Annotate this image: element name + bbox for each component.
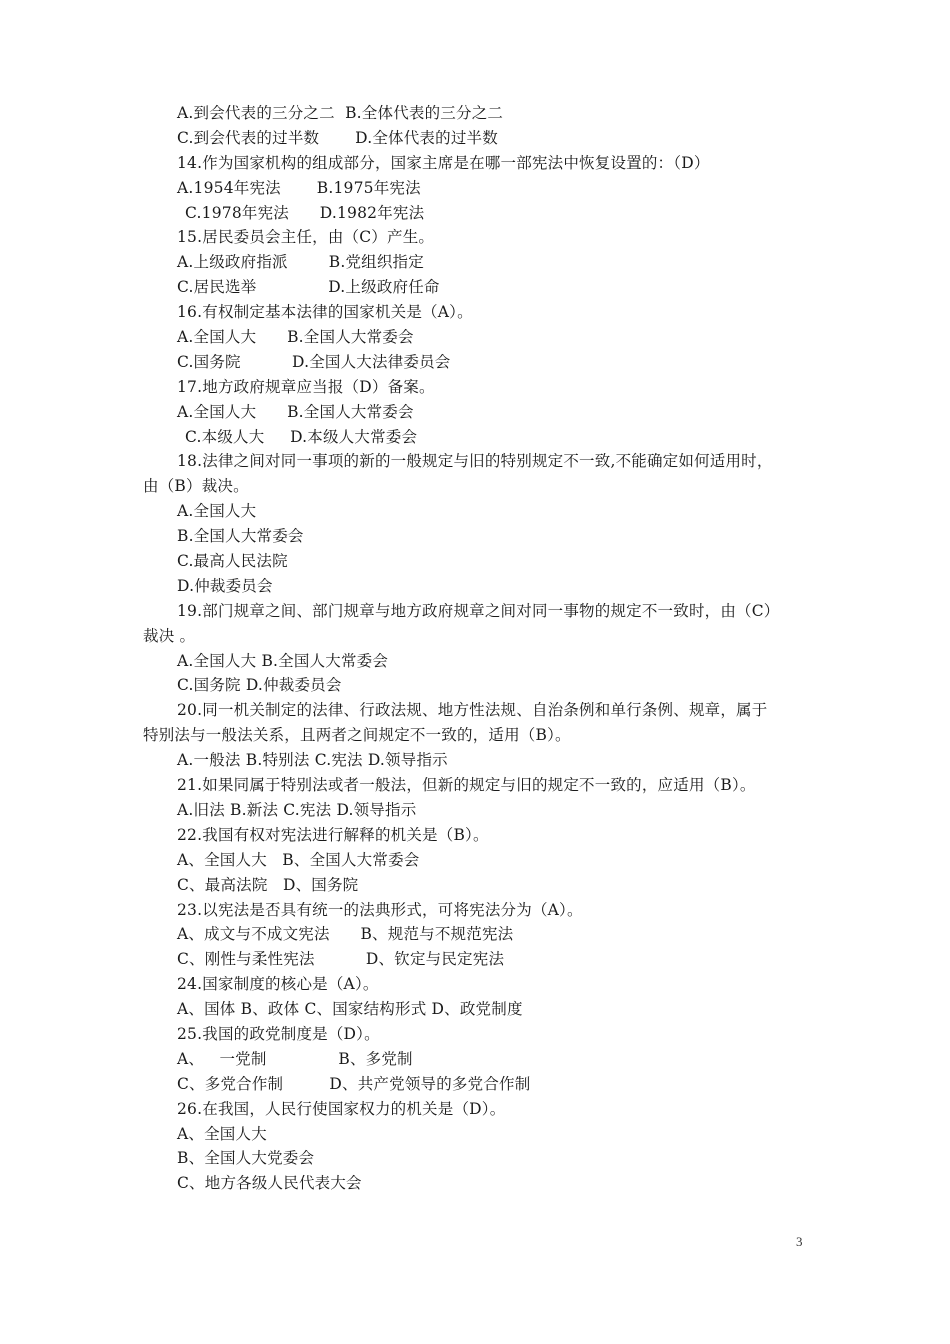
answer-options: A、成文与不成文宪法 B、规范与不规范宪法 <box>177 925 514 944</box>
question-list <box>143 101 813 1196</box>
question-text: 14.作为国家机构的组成部分，国家主席是在哪一部宪法中恢复设置的：（D） <box>177 153 710 172</box>
answer-options: C、刚性与柔性宪法 D、钦定与民定宪法 <box>177 950 505 969</box>
question-text: 19.部门规章之间、部门规章与地方政府规章之间对同一事物的规定不一致时，由（C） <box>177 601 780 620</box>
answer-options: A.全国人大 <box>177 502 257 521</box>
answer-options: C.国务院 D.全国人大法律委员会 <box>177 352 451 371</box>
answer-options: A.到会代表的三分之二 B.全体代表的三分之二 <box>177 104 504 122</box>
question-text: 16.有权制定基本法律的国家机关是（A）。 <box>177 303 473 322</box>
answer-options: B、全国人大党委会 <box>177 1149 315 1168</box>
answer-options: D.仲裁委员会 <box>177 576 273 595</box>
answer-options: C.国务院 D.仲裁委员会 <box>177 676 342 695</box>
answer-options: C.本级人大 D.本级人大常委会 <box>185 427 418 446</box>
question-text: 17.地方政府规章应当报（D）备案。 <box>177 377 435 396</box>
answer-options: C.居民选举 D.上级政府任命 <box>177 278 440 297</box>
question-text: 20.同一机关制定的法律、行政法规、地方性法规、自治条例和单行条例、规章，属于 <box>177 701 768 720</box>
question-text: 18.法律之间对同一事项的新的一般规定与旧的特别规定不一致,不能确定如何适用时， <box>177 452 773 471</box>
question-continuation: 特别法与一般法关系，且两者之间规定不一致的，适用（B）。 <box>143 726 571 745</box>
answer-options: A.全国人大 B.全国人大常委会 <box>177 651 389 670</box>
question-continuation: 裁决 。 <box>143 626 196 645</box>
question-text: 25.我国的政党制度是（D）。 <box>177 1024 380 1043</box>
answer-options: A.一般法 B.特别法 C.宪法 D.领导指示 <box>177 751 448 770</box>
answer-options: A.上级政府指派 B.党组织指定 <box>177 253 424 272</box>
question-text: 24.国家制度的核心是（A）。 <box>177 975 379 994</box>
answer-options: B.全国人大常委会 <box>177 527 304 546</box>
answer-options: A.全国人大 B.全国人大常委会 <box>177 402 414 421</box>
answer-options: C.1978年宪法 D.1982年宪法 <box>185 203 425 222</box>
answer-options: A.旧法 B.新法 C.宪法 D.领导指示 <box>177 800 417 819</box>
question-text: 15.居民委员会主任，由（C）产生。 <box>177 228 435 247</box>
answer-options: A、全国人大 <box>177 1124 267 1143</box>
answer-options: A.1954年宪法 B.1975年宪法 <box>177 178 421 197</box>
answer-options: A、国体 B、政体 C、国家结构形式 D、政党制度 <box>177 1000 523 1019</box>
answer-options: C、地方各级人民代表大会 <box>177 1174 362 1193</box>
answer-options: C、最高法院 D、国务院 <box>177 875 359 894</box>
question-text: 23.以宪法是否具有统一的法典形式，可将宪法分为（A）。 <box>177 900 583 919</box>
answer-options: A、全国人大 B、全国人大常委会 <box>177 850 420 869</box>
answer-options: C、多党合作制 D、共产党领导的多党合作制 <box>177 1074 531 1093</box>
question-text: 22.我国有权对宪法进行解释的机关是（B）。 <box>177 825 489 844</box>
answer-options: C.最高人民法院 <box>177 552 288 571</box>
answer-options: A、 一党制 B、多党制 <box>177 1049 413 1068</box>
question-continuation: 由（B）裁决。 <box>143 477 249 496</box>
question-text: 26.在我国，人民行使国家权力的机关是（D）。 <box>177 1099 506 1118</box>
question-text: 21.如果同属于特别法或者一般法，但新的规定与旧的规定不一致的，应适用（B）。 <box>177 776 756 795</box>
answer-options: C.到会代表的过半数 D.全体代表的过半数 <box>177 128 498 147</box>
page-number: 3 <box>796 1234 803 1249</box>
answer-options: A.全国人大 B.全国人大常委会 <box>177 328 414 347</box>
